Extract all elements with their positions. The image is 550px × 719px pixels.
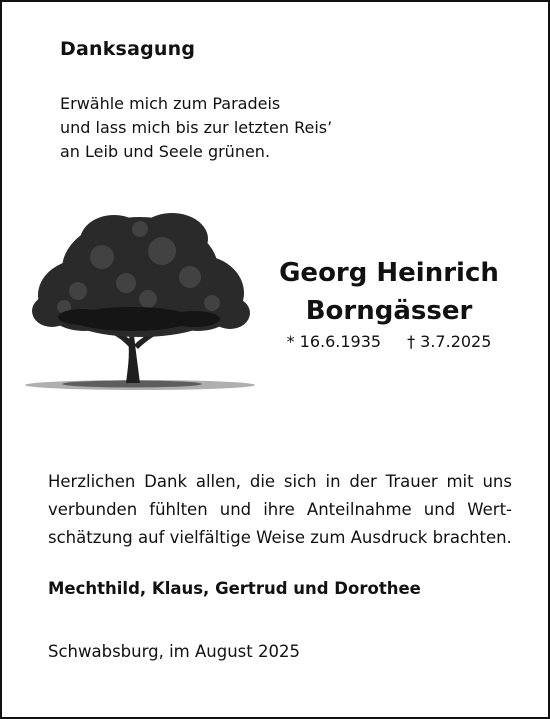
deceased-name [264, 254, 514, 330]
thanks-line: schätzung auf vielfältige Weise zum Ausdruck brachten. [48, 528, 512, 547]
poem-line: Erwähle mich zum Paradeis [60, 94, 281, 113]
thanks-line: Herzlichen Dank allen, die sich in der Trauer mit uns [48, 472, 512, 491]
deceased-first-names: Georg Heinrich [279, 258, 499, 288]
tree-icon [22, 207, 262, 397]
death-date: † 3.7.2025 [407, 332, 492, 351]
family-signature: Mechthild, Klaus, Gertrud und Dorothee [48, 579, 421, 598]
place-date: Schwabsburg, im August 2025 [48, 642, 300, 661]
deceased-surname: Borngässer [305, 296, 473, 326]
heading: Danksagung [60, 38, 196, 60]
thanks-line: verbunden fühlten und ihre Anteilnahme und Wert- [48, 500, 512, 519]
thanks-text [48, 468, 512, 552]
birth-date: * 16.6.1935 [286, 332, 382, 351]
poem [60, 92, 332, 164]
poem-line: an Leib und Seele grünen. [60, 142, 271, 161]
life-dates [264, 332, 514, 351]
poem-line: und lass mich bis zur letzten Reis’ [60, 118, 333, 137]
